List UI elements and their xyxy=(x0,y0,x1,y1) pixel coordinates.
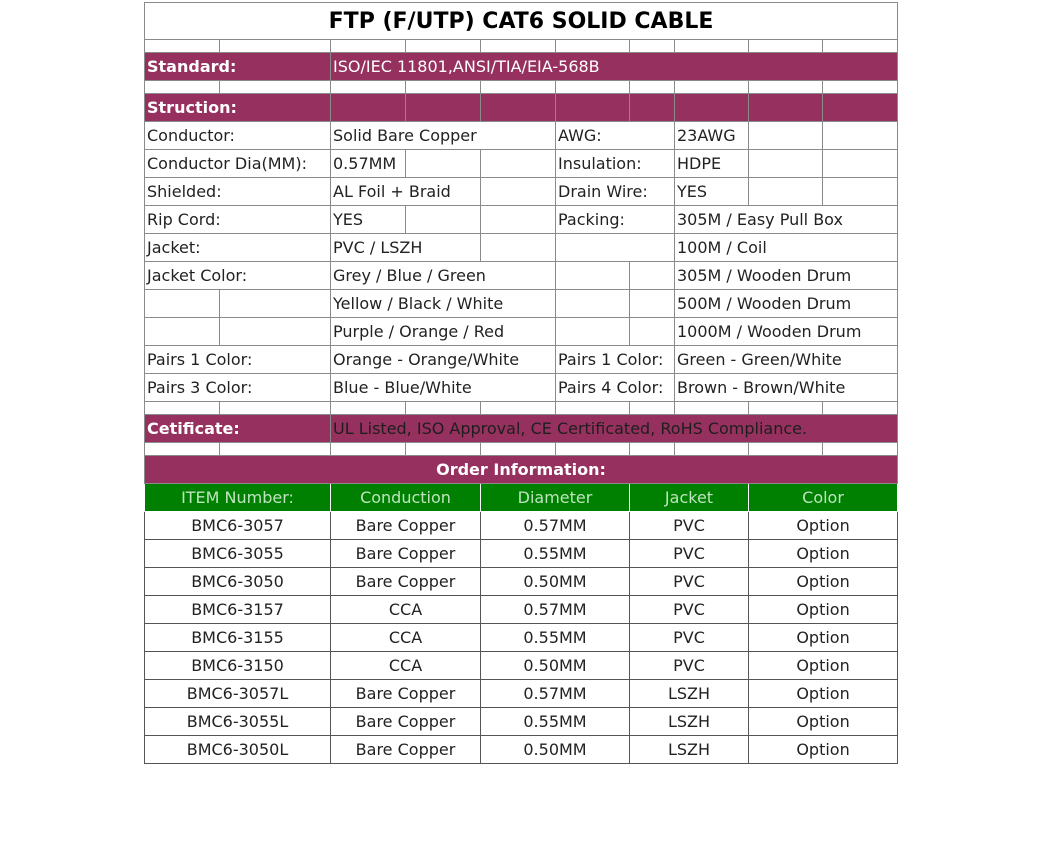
ripcord-label: Rip Cord: xyxy=(145,206,331,234)
shielded-value: AL Foil + Braid xyxy=(331,178,481,206)
jacket: PVC xyxy=(630,540,749,568)
jacket-color-label: Jacket Color: xyxy=(145,262,331,290)
item-number: BMC6-3057 xyxy=(145,512,331,540)
item-number: BMC6-3057L xyxy=(145,680,331,708)
color: Option xyxy=(749,736,898,764)
col-header-color: Color xyxy=(749,484,898,512)
diameter: 0.50MM xyxy=(481,652,630,680)
dia-label: Conductor Dia(MM): xyxy=(145,150,331,178)
col-header-item: ITEM Number: xyxy=(145,484,331,512)
item-number: BMC6-3055L xyxy=(145,708,331,736)
col-header-jacket: Jacket xyxy=(630,484,749,512)
conduction: CCA xyxy=(331,596,481,624)
pair4-label: Pairs 4 Color: xyxy=(556,374,675,402)
item-number: BMC6-3155 xyxy=(145,624,331,652)
jacket: PVC xyxy=(630,512,749,540)
ripcord-value: YES xyxy=(331,206,406,234)
conductor-value: Solid Bare Copper xyxy=(331,122,556,150)
diameter: 0.55MM xyxy=(481,708,630,736)
spec-sheet xyxy=(144,2,897,764)
jacket: PVC xyxy=(630,624,749,652)
pair3-value: Blue - Blue/White xyxy=(331,374,556,402)
conduction: Bare Copper xyxy=(331,540,481,568)
standard-value: ISO/IEC 11801,ANSI/TIA/EIA-568B xyxy=(331,53,898,81)
awg-label: AWG: xyxy=(556,122,675,150)
color: Option xyxy=(749,680,898,708)
conduction: Bare Copper xyxy=(331,680,481,708)
jacket: LSZH xyxy=(630,708,749,736)
item-number: BMC6-3157 xyxy=(145,596,331,624)
table-row xyxy=(145,540,898,568)
shielded-label: Shielded: xyxy=(145,178,331,206)
conduction: CCA xyxy=(331,624,481,652)
color: Option xyxy=(749,708,898,736)
packing-value-1: 305M / Easy Pull Box xyxy=(675,206,898,234)
jacket-color-3: Purple / Orange / Red xyxy=(331,318,556,346)
jacket: LSZH xyxy=(630,680,749,708)
packing-value-4: 500M / Wooden Drum xyxy=(675,290,898,318)
item-number: BMC6-3055 xyxy=(145,540,331,568)
table-row xyxy=(145,652,898,680)
standard-label: Standard: xyxy=(145,53,331,81)
col-header-diameter: Diameter xyxy=(481,484,630,512)
table-row xyxy=(145,680,898,708)
packing-label: Packing: xyxy=(556,206,675,234)
insulation-label: Insulation: xyxy=(556,150,675,178)
color: Option xyxy=(749,652,898,680)
table-row xyxy=(145,596,898,624)
pair2-value: Green - Green/White xyxy=(675,346,898,374)
drain-label: Drain Wire: xyxy=(556,178,675,206)
diameter: 0.55MM xyxy=(481,624,630,652)
color: Option xyxy=(749,540,898,568)
diameter: 0.50MM xyxy=(481,568,630,596)
item-number: BMC6-3150 xyxy=(145,652,331,680)
pair4-value: Brown - Brown/White xyxy=(675,374,898,402)
jacket: LSZH xyxy=(630,736,749,764)
table-row xyxy=(145,568,898,596)
color: Option xyxy=(749,568,898,596)
drain-value: YES xyxy=(675,178,749,206)
conduction: Bare Copper xyxy=(331,708,481,736)
jacket-color-1: Grey / Blue / Green xyxy=(331,262,556,290)
certificate-value: UL Listed, ISO Approval, CE Certificated, RoHS Compliance. xyxy=(331,415,898,443)
struction-label: Struction: xyxy=(145,94,331,122)
conductor-label: Conductor: xyxy=(145,122,331,150)
jacket-label: Jacket: xyxy=(145,234,331,262)
col-header-conduction: Conduction xyxy=(331,484,481,512)
conduction: CCA xyxy=(331,652,481,680)
color: Option xyxy=(749,596,898,624)
diameter: 0.55MM xyxy=(481,540,630,568)
diameter: 0.50MM xyxy=(481,736,630,764)
table-row xyxy=(145,512,898,540)
diameter: 0.57MM xyxy=(481,512,630,540)
table-row xyxy=(145,708,898,736)
jacket-value: PVC / LSZH xyxy=(331,234,481,262)
jacket: PVC xyxy=(630,596,749,624)
jacket: PVC xyxy=(630,568,749,596)
packing-value-2: 100M / Coil xyxy=(675,234,898,262)
conduction: Bare Copper xyxy=(331,512,481,540)
conduction: Bare Copper xyxy=(331,736,481,764)
dia-value: 0.57MM xyxy=(331,150,406,178)
jacket-color-2: Yellow / Black / White xyxy=(331,290,556,318)
pair1-label: Pairs 1 Color: xyxy=(145,346,331,374)
conduction: Bare Copper xyxy=(331,568,481,596)
page-title: FTP (F/UTP) CAT6 SOLID CABLE xyxy=(145,3,898,40)
table-row xyxy=(145,624,898,652)
awg-value: 23AWG xyxy=(675,122,749,150)
color: Option xyxy=(749,512,898,540)
packing-value-3: 305M / Wooden Drum xyxy=(675,262,898,290)
packing-value-5: 1000M / Wooden Drum xyxy=(675,318,898,346)
color: Option xyxy=(749,624,898,652)
pair2-label: Pairs 1 Color: xyxy=(556,346,675,374)
jacket: PVC xyxy=(630,652,749,680)
item-number: BMC6-3050 xyxy=(145,568,331,596)
pair3-label: Pairs 3 Color: xyxy=(145,374,331,402)
order-title: Order Information: xyxy=(145,456,898,484)
pair1-value: Orange - Orange/White xyxy=(331,346,556,374)
certificate-label: Cetificate: xyxy=(145,415,331,443)
spec-table xyxy=(144,2,898,764)
insulation-value: HDPE xyxy=(675,150,749,178)
table-row xyxy=(145,736,898,764)
diameter: 0.57MM xyxy=(481,596,630,624)
diameter: 0.57MM xyxy=(481,680,630,708)
item-number: BMC6-3050L xyxy=(145,736,331,764)
